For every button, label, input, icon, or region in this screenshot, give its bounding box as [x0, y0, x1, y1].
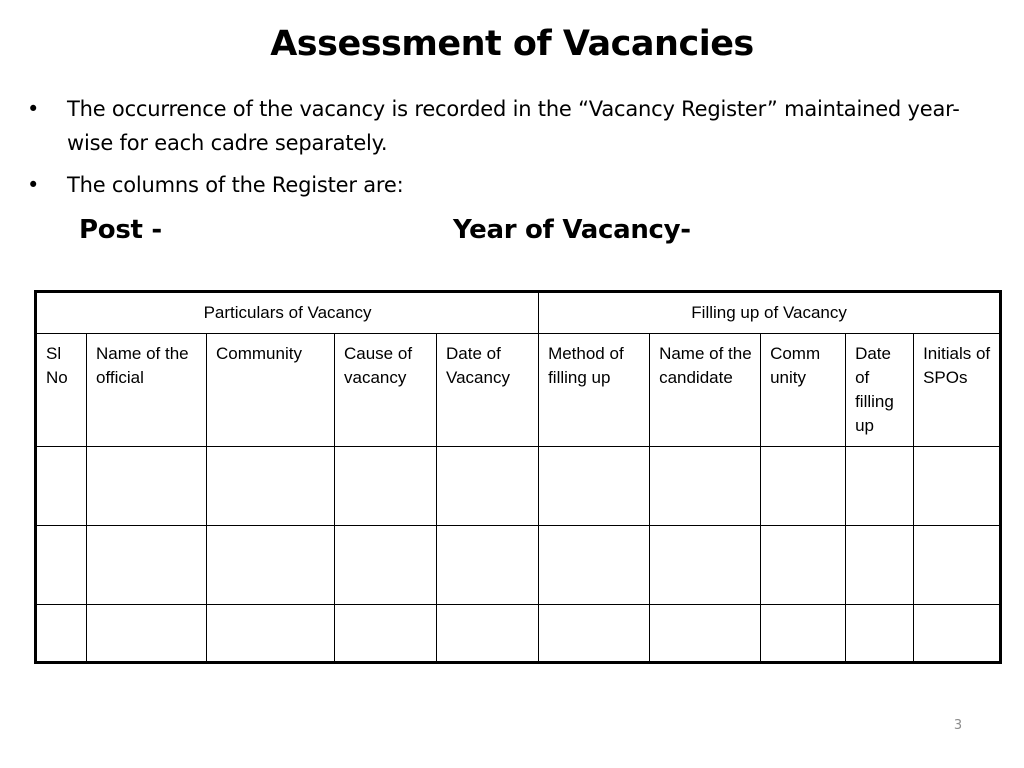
bullet-marker: • [27, 97, 40, 121]
table-cell [914, 526, 1001, 605]
column-header-date-of-filling-up: Date of filling up [846, 334, 914, 447]
group-header-filling-up: Filling up of Vacancy [539, 292, 1001, 334]
table-cell [207, 605, 335, 663]
column-header-date-of-vacancy: Date of Vacancy [437, 334, 539, 447]
column-header-community: Community [207, 334, 335, 447]
table-cell [846, 526, 914, 605]
table-cell [335, 605, 437, 663]
table-cell [650, 447, 761, 526]
table-cell [437, 526, 539, 605]
group-header-particulars: Particulars of Vacancy [36, 292, 539, 334]
table-group-header-row [36, 292, 1001, 334]
table-cell [761, 526, 846, 605]
column-header-comm-unity: Comm unity [761, 334, 846, 447]
table-cell [437, 605, 539, 663]
table-cell [914, 605, 1001, 663]
bullet-item-register-columns [27, 168, 987, 202]
page-number: 3 [953, 718, 963, 733]
table-cell [761, 447, 846, 526]
vacancy-register-table [34, 290, 1002, 664]
table-cell [846, 447, 914, 526]
table-cell [437, 447, 539, 526]
table-cell [761, 605, 846, 663]
table-row [36, 447, 1001, 526]
table-cell [36, 526, 87, 605]
table-cell [36, 447, 87, 526]
bullet-text: The occurrence of the vacancy is recorded in the “Vacancy Register” maintained year-wise for each cadre separately. [67, 97, 960, 155]
bullet-item-vacancy-register [27, 92, 987, 160]
bullet-text: The columns of the Register are: [67, 173, 404, 197]
table-cell [539, 447, 650, 526]
post-label: Post - [79, 215, 162, 245]
table-cell [87, 447, 207, 526]
table-cell [36, 605, 87, 663]
bullet-list [27, 92, 987, 210]
column-header-initials-of-spos: Initials of SPOs [914, 334, 1001, 447]
table-cell [650, 526, 761, 605]
table-cell [539, 526, 650, 605]
table-cell [335, 526, 437, 605]
table-cell [539, 605, 650, 663]
table-column-header-row [36, 334, 1001, 447]
table-cell [87, 605, 207, 663]
year-of-vacancy-label: Year of Vacancy- [453, 215, 691, 245]
table-row [36, 526, 1001, 605]
column-header-cause-of-vacancy: Cause of vacancy [335, 334, 437, 447]
bullet-marker: • [27, 173, 40, 197]
table-cell [846, 605, 914, 663]
slide-title: Assessment of Vacancies [270, 24, 754, 64]
table-cell [207, 447, 335, 526]
table-cell [650, 605, 761, 663]
table-cell [87, 526, 207, 605]
table-cell [335, 447, 437, 526]
table-cell [914, 447, 1001, 526]
column-header-sl-no: Sl No [36, 334, 87, 447]
table-row [36, 605, 1001, 663]
column-header-name-of-candidate: Name of the candidate [650, 334, 761, 447]
column-header-method-of-filling-up: Method of filling up [539, 334, 650, 447]
table-cell [207, 526, 335, 605]
column-header-name-of-official: Name of the official [87, 334, 207, 447]
